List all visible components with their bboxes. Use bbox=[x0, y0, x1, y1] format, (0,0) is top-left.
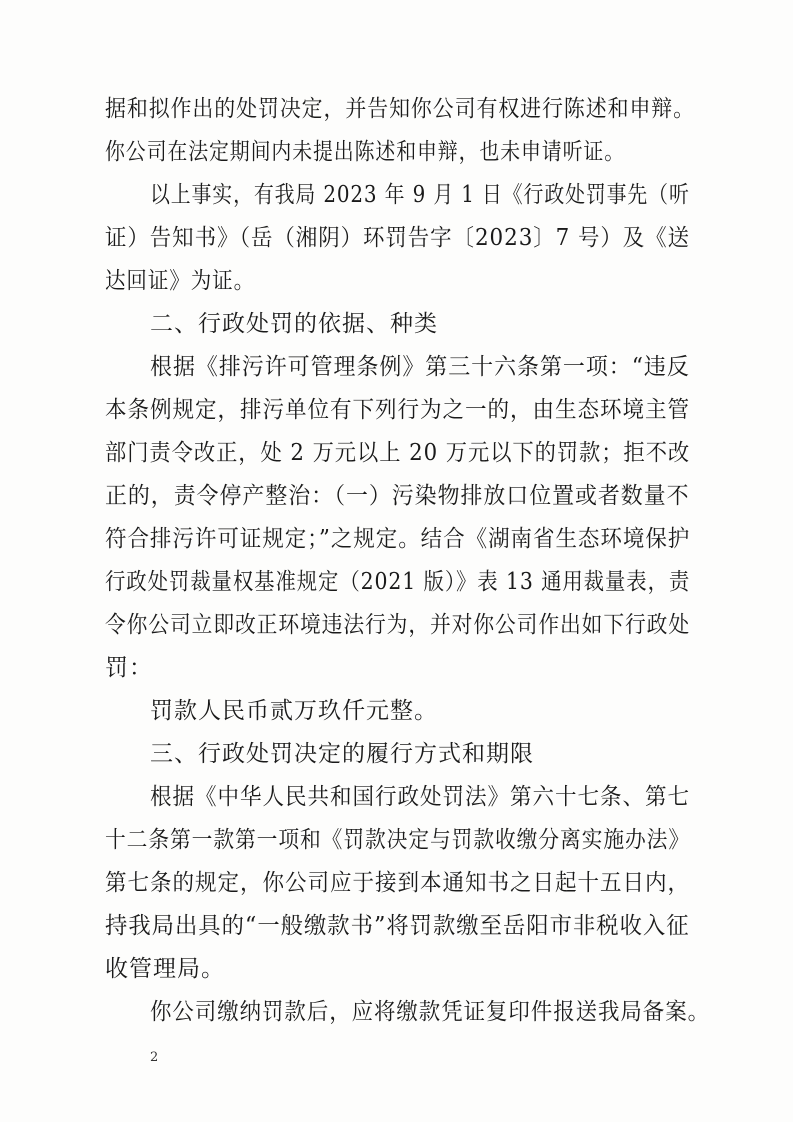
text-line: 第七条的规定，你公司应于接到本通知书之日起十五日内， bbox=[105, 870, 690, 896]
fine-amount: 罚款人民币贰万玖仟元整。 bbox=[150, 698, 438, 724]
section-heading: 二、行政处罚的依据、种类 bbox=[150, 311, 438, 337]
text-line: 持我局出具的“一般缴款书”将罚款缴至岳阳市非税收入征 bbox=[105, 913, 690, 939]
page-number: 2 bbox=[150, 1050, 159, 1065]
text-line: 正的，责令停产整治：（一）污染物排放口位置或者数量不 bbox=[105, 483, 690, 509]
text-line: 令你公司立即改正环境违法行为，并对你公司作出如下行政处 bbox=[105, 612, 690, 638]
text-line: 部门责令改正，处 2 万元以上 20 万元以下的罚款；拒不改 bbox=[105, 440, 691, 466]
text-line: 本条例规定，排污单位有下列行为之一的，由生态环境主管 bbox=[105, 397, 690, 423]
text-line: 根据《中华人民共和国行政处罚法》第六十七条、第七 bbox=[150, 784, 690, 810]
text-line: 行政处罚裁量权基准规定（2021 版）》表 13 通用裁量表，责 bbox=[105, 569, 691, 595]
text-line: 以上事实，有我局 2023 年 9 月 1 日《行政处罚事先（听 bbox=[150, 182, 690, 208]
section-heading: 三、行政处罚决定的履行方式和期限 bbox=[150, 741, 534, 767]
text-line: 符合排污许可证规定；”之规定。结合《湖南省生态环境保护 bbox=[105, 526, 691, 552]
text-line: 达回证》为证。 bbox=[105, 268, 255, 294]
text-line: 你公司缴纳罚款后，应将缴款凭证复印件报送我局备案。 bbox=[150, 999, 710, 1025]
text-line: 十二条第一款第一项和《罚款决定与罚款收缴分离实施办法》 bbox=[105, 827, 690, 853]
text-line: 证）告知书》（岳（湘阴）环罚告字〔2023〕7 号）及《送 bbox=[105, 225, 690, 251]
text-line: 据和拟作出的处罚决定，并告知你公司有权进行陈述和申辩。 bbox=[105, 96, 695, 122]
text-line: 收管理局。 bbox=[105, 956, 225, 982]
text-line: 罚： bbox=[105, 655, 153, 681]
text-line: 你公司在法定期间内未提出陈述和申辩，也未申请听证。 bbox=[105, 139, 625, 165]
text-line: 根据《排污许可管理条例》第三十六条第一项：“违反 bbox=[150, 354, 690, 380]
